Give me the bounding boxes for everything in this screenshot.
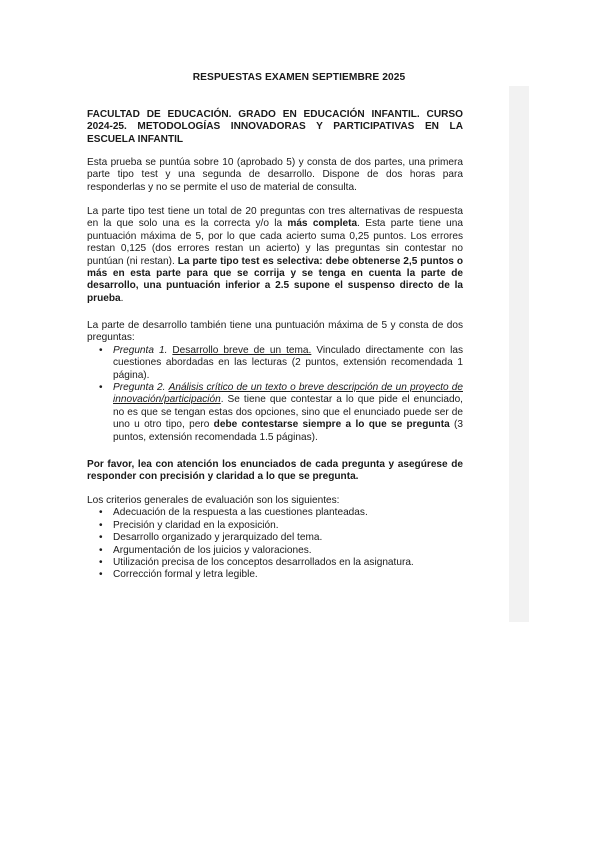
criterion-text: Utilización precisa de los conceptos desarrollados en la asignatura. — [113, 557, 414, 569]
test-part-bold-1: más completa — [287, 218, 358, 230]
list-item — [87, 545, 463, 557]
bullet-icon: • — [99, 344, 103, 356]
faculty-header: FACULTAD DE EDUCACIÓN. GRADO EN EDUCACIÓN INFANTIL. CURSO 2024-25. METODOLOGÍAS INNOVADORAS Y PARTICIPATIVAS EN LA ESCUELA INFANTIL — [87, 109, 463, 145]
list-item — [87, 507, 463, 519]
criteria-intro: Los criterios generales de evaluación son los siguientes: — [87, 495, 340, 506]
criterion-text: Corrección formal y letra legible. — [113, 569, 258, 581]
question-1-title: Desarrollo breve de un tema. — [172, 344, 312, 356]
list-item — [87, 569, 463, 581]
list-item-question-2 — [87, 382, 463, 444]
list-item-question-1 — [87, 345, 463, 382]
development-part-section — [87, 320, 463, 444]
list-item — [87, 557, 463, 569]
bullet-icon: • — [99, 382, 103, 394]
development-part-intro: La parte de desarrollo también tiene una puntuación máxima de 5 y consta de dos preguntas: — [87, 320, 463, 344]
question-2-description-2: (3 puntos, extensión recomendada 1.5 páginas). — [113, 419, 463, 443]
test-part-paragraph — [87, 206, 463, 305]
criterion-text: Adecuación de la respuesta a las cuestiones planteadas. — [113, 507, 368, 519]
bullet-icon: • — [99, 532, 103, 544]
bullet-icon: • — [99, 544, 103, 556]
test-part-text-3: . — [120, 292, 124, 304]
page-title: RESPUESTAS EXAMEN SEPTIEMBRE 2025 — [192, 72, 406, 83]
criteria-list — [87, 507, 463, 581]
test-part-text-2: . Esta parte tiene una puntuación máxima de 5, por lo que cada acierto suma 0,25 puntos. Los errores restan 0,125 (dos errores restan un acierto) y las preguntas sin contestar no puntúan (ni restan). — [87, 218, 463, 267]
criterion-text: Precisión y claridad en la exposición. — [113, 519, 279, 531]
question-1-description: Vinculado directamente con las cuestiones abordadas en las lecturas (2 puntos, extensión recomendada 1 página). — [113, 344, 463, 381]
criteria-section — [87, 495, 463, 582]
question-2-bold: debe contestarse siempre a lo que se pregunta — [213, 419, 450, 431]
list-item — [87, 532, 463, 544]
bullet-icon: • — [99, 519, 103, 531]
criterion-text: Argumentación de los juicios y valoraciones. — [113, 544, 312, 556]
question-list — [87, 345, 463, 444]
question-2-description-1: . Se tiene que contestar a lo que pide el enunciado, no es que se tengan estas dos opciones, sino que el enunciado puede ser de uno u otro tipo, pero — [113, 394, 463, 431]
attention-note: Por favor, lea con atención los enunciados de cada pregunta y asegúrese de responder con precisión y claridad a lo que se pregunta. — [87, 459, 463, 483]
test-part-bold-2: La parte tipo test es selectiva: debe obtenerse 2,5 puntos o más en esta parte para que se corrija y se tenga en cuenta la parte de desarrollo, una puntuación inferior a 2.5 supone el suspenso directo de la prueba — [87, 255, 463, 304]
list-item — [87, 520, 463, 532]
question-2-label: Pregunta 2. — [113, 382, 166, 394]
question-1-label: Pregunta 1. — [113, 344, 168, 356]
question-2-title: Análisis crítico de un texto o breve descripción de un proyecto de innovación/participación — [113, 382, 463, 406]
criterion-text: Desarrollo organizado y jerarquizado del tema. — [113, 532, 323, 544]
test-part-text-1: La parte tipo test tiene un total de 20 preguntas con tres alternativas de respuesta en la que solo una es la correcta y/o la — [87, 206, 463, 230]
bullet-icon: • — [99, 507, 103, 519]
intro-paragraph: Esta prueba se puntúa sobre 10 (aprobado 5) y consta de dos partes, una primera parte tipo test y una segunda de desarrollo. Dispone de dos horas para responderlas y no se permite el uso de material de consulta. — [87, 157, 463, 193]
bullet-icon: • — [99, 569, 103, 581]
bullet-icon: • — [99, 557, 103, 569]
side-margin-strip — [509, 86, 529, 622]
